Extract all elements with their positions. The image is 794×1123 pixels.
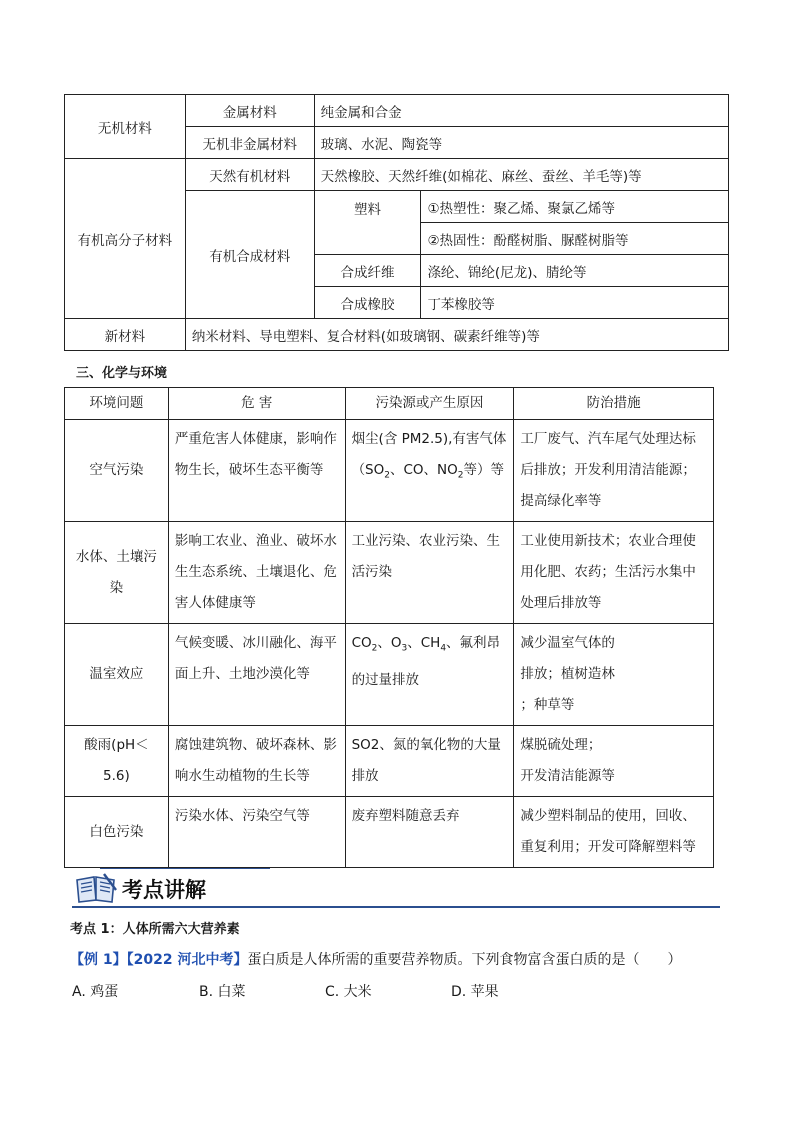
header-harm: 危 害 <box>168 388 345 420</box>
nonmetal-example: 玻璃、水泥、陶瓷等 <box>314 127 728 159</box>
measure-cell: 工厂废气、汽车尾气处理达标后排放；开发利用清洁能源；提高绿化率等 <box>514 420 714 522</box>
plastic-label: 塑料 <box>314 191 421 255</box>
book-icon <box>74 872 118 904</box>
thermoset-text: ②热固性：酚醛树脂、脲醛树脂等 <box>421 223 729 255</box>
example-question <box>70 949 681 969</box>
option-d: D. 苹果 <box>451 984 499 1000</box>
metal-example: 纯金属和合金 <box>314 95 728 127</box>
thermoplastic-text: ①热塑性：聚乙烯、聚氯乙烯等 <box>421 191 729 223</box>
natural-example: 天然橡胶、天然纤维(如棉花、麻丝、蚕丝、羊毛等)等 <box>314 159 728 191</box>
kaodian-heading: 考点 1：人体所需六大营养素 <box>70 922 240 937</box>
banner-underline <box>72 906 720 908</box>
rubber-label: 合成橡胶 <box>314 287 421 319</box>
environment-table <box>64 387 714 868</box>
banner-top-line <box>100 868 270 869</box>
measure-cell: 减少塑料制品的使用，回收、重复利用；开发可降解塑料等 <box>514 797 714 868</box>
table-row <box>65 726 714 797</box>
measure-cell: 煤脱硫处理； 开发清洁能源等 <box>514 726 714 797</box>
harm-cell: 严重危害人体健康，影响作物生长，破坏生态平衡等 <box>168 420 345 522</box>
source-cell: SO2、氮的氧化物的大量排放 <box>345 726 514 797</box>
source-cell: 烟尘(含 PM2.5),有害气体（$SO_2$、CO、$NO_2$等）等 <box>345 420 514 522</box>
example-text: 蛋白质是人体所需的重要营养物质。下列食物富含蛋白质的是（ ） <box>247 952 682 968</box>
synthetic-type: 有机合成材料 <box>185 191 314 319</box>
fiber-label: 合成纤维 <box>314 255 421 287</box>
issue-cell: 白色污染 <box>65 797 169 868</box>
issue-cell: 空气污染 <box>65 420 169 522</box>
fiber-example: 涤纶、锦纶(尼龙)、腈纶等 <box>421 255 729 287</box>
example-tag: 【例 1】【2022 河北中考】 <box>70 952 248 968</box>
nonmetal-type: 无机非金属材料 <box>185 127 314 159</box>
table-row <box>65 624 714 726</box>
measure-cell: 工业使用新技术；农业合理使用化肥、农药；生活污水集中处理后排放等 <box>514 522 714 624</box>
option-c: C. 大米 <box>325 984 372 1000</box>
option-b: B. 白菜 <box>199 984 246 1000</box>
option-a: A. 鸡蛋 <box>72 984 119 1000</box>
inorganic-label: 无机材料 <box>65 95 186 159</box>
harm-cell: 气候变暖、冰川融化、海平面上升、土地沙漠化等 <box>168 624 345 726</box>
section-banner <box>72 868 720 908</box>
harm-cell: 污染水体、污染空气等 <box>168 797 345 868</box>
new-material-label: 新材料 <box>65 319 186 351</box>
source-cell: 废弃塑料随意丢弃 <box>345 797 514 868</box>
materials-table <box>64 94 729 351</box>
new-material-example: 纳米材料、导电塑料、复合材料(如玻璃钢、碳素纤维等)等 <box>185 319 728 351</box>
organic-label: 有机高分子材料 <box>65 159 186 319</box>
rubber-example: 丁苯橡胶等 <box>421 287 729 319</box>
source-cell: 工业污染、农业污染、生活污染 <box>345 522 514 624</box>
header-issue: 环境问题 <box>65 388 169 420</box>
issue-cell: 水体、土壤污染 <box>65 522 169 624</box>
table-row <box>65 797 714 868</box>
answer-options <box>72 981 499 1001</box>
issue-cell: 酸雨(pH＜5.6) <box>65 726 169 797</box>
table-row <box>65 420 714 522</box>
section-title: 三、化学与环境 <box>76 366 168 381</box>
source-cell: $CO_2$、$O_3$、$CH_4$、氟利昂的过量排放 <box>345 624 514 726</box>
table-row <box>65 522 714 624</box>
header-source: 污染源或产生原因 <box>345 388 514 420</box>
banner-title: 考点讲解 <box>122 878 206 902</box>
metal-type: 金属材料 <box>185 95 314 127</box>
harm-cell: 影响工农业、渔业、破坏水生生态系统、土壤退化、危害人体健康等 <box>168 522 345 624</box>
measure-cell: 减少温室气体的 排放；植树造林 ；种草等 <box>514 624 714 726</box>
natural-type: 天然有机材料 <box>185 159 314 191</box>
harm-cell: 腐蚀建筑物、破坏森林、影响水生动植物的生长等 <box>168 726 345 797</box>
header-measure: 防治措施 <box>514 388 714 420</box>
issue-cell: 温室效应 <box>65 624 169 726</box>
